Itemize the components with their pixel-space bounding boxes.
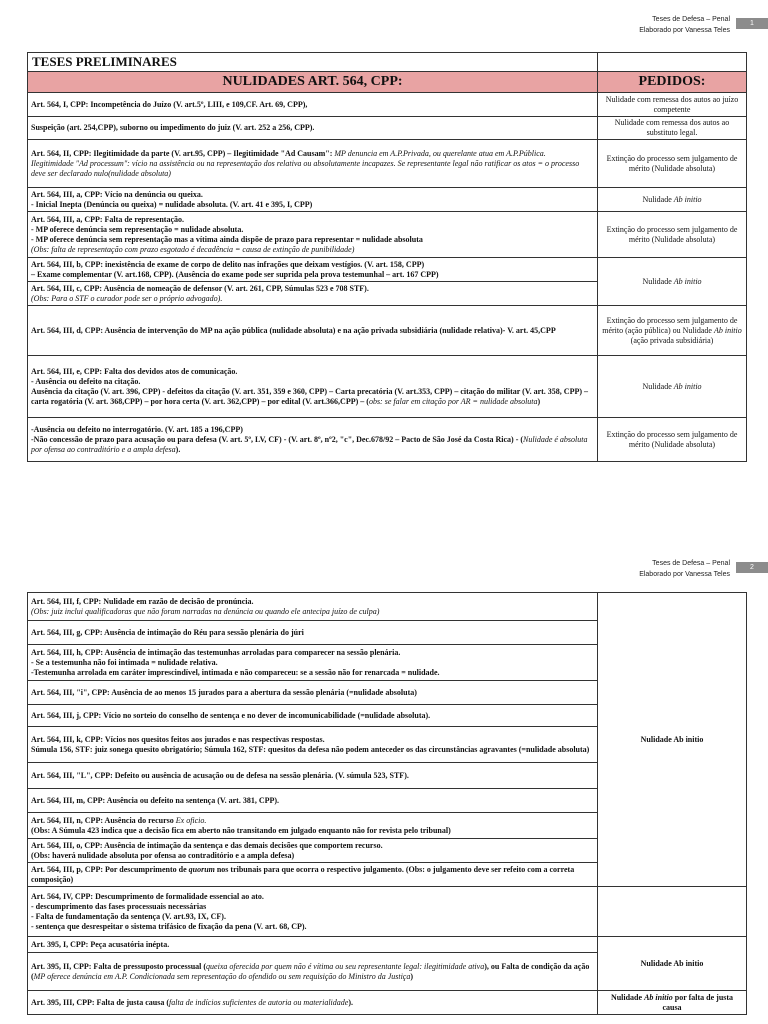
thesis-text: Art. 564, III, p, CPP: Por descumprimento de: [31, 864, 187, 874]
thesis-cell: [28, 593, 598, 621]
thesis-cell: [28, 282, 598, 306]
pedido-text-end: por falta de justa causa: [662, 992, 734, 1012]
page-number-badge: 1: [736, 18, 768, 29]
table-row: [28, 212, 747, 258]
table-row: [28, 593, 747, 621]
table-row: [28, 937, 747, 953]
thesis-italic: falta de indícios suficientes de autoria ou materialidade: [169, 997, 349, 1007]
header-text: [639, 14, 730, 36]
thesis-text: Art. 564, IV, CPP: Descumprimento de formalidade essencial ao ato.: [31, 891, 264, 901]
theses-table-page1: [27, 52, 747, 462]
thesis-detail: Ilegitimidade "Ad processum": vício na assistência ou na representação dos relativa ou absolutamente incapazes. Se representante legal não ratificar os atos = o processo deve ser declarado nulo(nulidade absoluta): [31, 158, 580, 178]
thesis-italic: queixa oferecida por quem não é vítima ou seu representante legal: ilegitimidade ativa: [206, 961, 485, 971]
thesis-detail: -Testemunha arrolada em caráter imprescindível, intimada e não compareceu: se a sessão não for renarcada = nulidade.: [31, 667, 440, 677]
pedido-italic: Ab initio: [673, 276, 702, 286]
thesis-detail: - descumprimento das fases processuais necessárias: [31, 901, 207, 911]
thesis-text: Art. 564, I, CPP: Incompetência do Juízo (V. art.5º, LIII, e 109,CF. Art. 69, CPP),: [31, 99, 308, 109]
thesis-text: Art. 564, III, h, CPP: Ausência de intimação das testemunhas arroladas para comparecer na sessão plenária.: [31, 647, 401, 657]
pedido-cell: Nulidade Ab initio: [598, 258, 747, 306]
thesis-cell: [28, 212, 598, 258]
table-row: [28, 418, 747, 462]
thesis-note: obs: se falar em citação por AR = nulidade absoluta: [368, 396, 538, 406]
title-empty-cell: [598, 53, 747, 72]
thesis-cell: [28, 763, 598, 789]
table-row: [28, 140, 747, 188]
pedido-cell: Extinção do processo sem julgamento de mérito (ação pública) ou Nulidade Ab initio (ação privada subsidiária): [598, 306, 747, 356]
thesis-text: Art. 564, III, b, CPP: inexistência de exame de corpo de delito nas infrações que deixam vestígios. (V. art. 158, CPP): [31, 259, 425, 269]
thesis-note: (Obs: juiz inclui qualificadoras que não foram narradas na denúncia ou quando ele antecipa juízo de culpa): [31, 606, 380, 616]
thesis-text: Art. 564, III, "L", CPP: Defeito ou ausência de acusação ou de defesa na sessão plenária. (V. súmula 523, STF).: [31, 770, 409, 780]
thesis-text: Art. 564, III, c, CPP: Ausência de nomeação de defensor (V. art. 261, CPP, Súmulas 523 e 708 STF).: [31, 283, 369, 293]
thesis-cell: [28, 937, 598, 953]
table-row: [28, 887, 747, 937]
thesis-detail-end: ): [537, 396, 541, 406]
thesis-cell: [28, 306, 598, 356]
thesis-text: Art. 564, III, "i", CPP: Ausência de ao menos 15 jurados para a abertura da sessão plenária (=nulidade absoluta): [31, 687, 417, 697]
pedido-italic: Ab initio: [644, 992, 673, 1002]
thesis-italic: MP denuncia em A.P.Privada, ou querelante atua em A.P.Pública.: [332, 148, 546, 158]
table-row: [28, 356, 747, 418]
thesis-text: Art. 395, III, CPP: Falta de justa causa (: [31, 997, 169, 1007]
thesis-text: Art. 395, II, CPP: Falta de pressuposto processual (: [31, 961, 207, 971]
thesis-text: Art. 564, III, d, CPP: Ausência de intervenção do MP na ação pública (nulidade absoluta) e na ação privada subsidiária (nulidade relativa)- V. art. 45,CPP: [31, 325, 556, 335]
thesis-cell: [28, 839, 598, 863]
pedido-italic: Ab initio: [673, 381, 702, 391]
thesis-cell: [28, 188, 598, 212]
thesis-text: Suspeição (art. 254,CPP), suborno ou impedimento do juiz (V. art. 252 a 256, CPP).: [31, 123, 315, 132]
pedido-cell: Nulidade com remessa dos autos ao juízo competente: [598, 93, 747, 117]
thesis-text-end: ).: [348, 997, 353, 1007]
thesis-text: -Ausência ou defeito no interrogatório. (V. art. 185 a 196,CPP): [31, 424, 243, 434]
thesis-detail: (Obs: A Súmula 423 indica que a decisão fica em aberto não transitando em julgado enquanto não for revista pelo tribunal): [31, 825, 451, 835]
thesis-text: Art. 564, III, n, CPP: Ausência do recurso: [31, 815, 174, 825]
thesis-detail: Súmula 156, STF: juiz sonega quesito obrigatório; Súmula 162, STF: quesitos da defesa não podem anteceder os das circunstâncias agravantes (=nulidade absoluta): [31, 744, 590, 754]
thesis-detail: – Exame complementar (V. art.168, CPP). (Ausência do exame pode ser suprida pela prova testemunhal – art. 167 CPP): [31, 269, 439, 279]
thesis-cell: [28, 863, 598, 887]
header-title: Teses de Defesa – Penal: [652, 560, 730, 567]
thesis-note: Nulidade é absoluta por ofensa ao contraditório e a ampla defesa: [31, 434, 588, 454]
pedido-cell: Extinção do processo sem julgamento de mérito (Nulidade absoluta): [598, 418, 747, 462]
pedido-cell: Nulidade com remessa dos autos ao substituto legal.: [598, 117, 747, 140]
thesis-cell: [28, 705, 598, 727]
thesis-note: (Obs: falta de representação com prazo esgotado é decadência = causa de extinção de punibilidade): [31, 244, 355, 254]
table-row: [28, 258, 747, 282]
thesis-cell: [28, 991, 598, 1015]
thesis-detail-end: ).: [175, 444, 181, 454]
thesis-text: Art. 564, III, m, CPP: Ausência ou defeito na sentença (V. art. 381, CPP).: [31, 795, 280, 805]
thesis-cell: [28, 887, 598, 937]
thesis-note: (Obs: Para o STF o curador pode ser o próprio advogado).: [31, 293, 223, 303]
header-title: Teses de Defesa – Penal: [652, 16, 730, 23]
thesis-detail: - MP oferece denúncia sem representação mas a vítima ainda dispõe de prazo para representar = nulidade absoluta: [31, 234, 423, 244]
pedido-cell: Nulidade Ab initio: [598, 188, 747, 212]
table-row: [28, 991, 747, 1015]
thesis-detail: - Ausência ou defeito na citação.: [31, 376, 141, 386]
page-header-2: [548, 558, 768, 582]
header-text: [639, 558, 730, 580]
thesis-text-end: ), ou Falta de condição da ação (: [31, 961, 590, 981]
thesis-text: Art. 564, III, a, CPP: Vício na denúncia ou queixa.: [31, 189, 203, 199]
page-header-1: [548, 14, 768, 38]
thesis-text: Art. 564, III, j, CPP: Vício no sorteio do conselho de sentença e no dever de incomunicabilidade (=nulidade absoluta).: [31, 710, 431, 720]
pedido-empty-cell: [598, 887, 747, 937]
pedido-cell: Extinção do processo sem julgamento de mérito (Nulidade absoluta): [598, 140, 747, 188]
table-row: [28, 93, 747, 117]
thesis-detail: -Não concessão de prazo para acusação ou para defesa (V. art. 5º, LV, CF) - (V. art. 8º, nº2, "c", Dec.678/92 – Pacto de São José da Costa Rica) - (: [31, 434, 524, 444]
table-row: [28, 117, 747, 140]
thesis-italic: quorum: [186, 864, 215, 874]
thesis-detail: - Inicial Inepta (Denúncia ou queixa) = nulidade absoluta. (V. art. 41 e 395, I, CPP): [31, 199, 313, 209]
thesis-text: Art. 564, III, f, CPP: Nulidade em razão de decisão de pronúncia.: [31, 596, 254, 606]
pedido-cell: Nulidade Ab initio: [598, 937, 747, 991]
thesis-cell: [28, 93, 598, 117]
thesis-text: Art. 564, III, a, CPP: Falta de representação.: [31, 214, 185, 224]
thesis-text: Art. 395, I, CPP: Peça acusatória inépta.: [31, 939, 170, 949]
section-header: NULIDADES ART. 564, CPP:: [28, 72, 598, 93]
thesis-detail: - sentença que desrespeitar o sistema trifásico de fixação da pena (V. art. 68, CP).: [31, 921, 307, 931]
thesis-cell: [28, 258, 598, 282]
pedidos-header: PEDIDOS:: [598, 72, 747, 93]
pedido-cell: Extinção do processo sem julgamento de mérito (Nulidade absoluta): [598, 212, 747, 258]
pedido-cell: [598, 991, 747, 1015]
pedido-italic: Ab initio: [713, 325, 742, 335]
thesis-cell: [28, 418, 598, 462]
pedido-italic: Ab initio: [673, 194, 702, 204]
pedido-cell: Nulidade Ab initio: [598, 593, 747, 887]
thesis-cell: [28, 621, 598, 645]
pedido-text: Nulidade: [610, 992, 645, 1002]
thesis-text-end: ): [410, 971, 414, 981]
thesis-cell: [28, 953, 598, 991]
thesis-detail: - Se a testemunha não foi intimada = nulidade relativa.: [31, 657, 218, 667]
header-author: Elaborado por Vanessa Teles: [639, 27, 730, 34]
thesis-cell: [28, 140, 598, 188]
table-title: TESES PRELIMINARES: [28, 53, 598, 72]
thesis-text: Art. 564, III, k, CPP: Vícios nos quesitos feitos aos jurados e nas respectivas respostas.: [31, 734, 325, 744]
header-author: Elaborado por Vanessa Teles: [639, 571, 730, 578]
table-row: [28, 306, 747, 356]
thesis-text: Art. 564, III, g, CPP: Ausência de intimação do Réu para sessão plenária do júri: [31, 627, 304, 637]
thesis-italic: Ex oficio.: [173, 815, 207, 825]
thesis-cell: [28, 356, 598, 418]
page-number-badge: 2: [736, 562, 768, 573]
thesis-detail: Ausência da citação (V. art. 396, CPP) - defeitos da citação (V. art. 351, 359 e 360, CPP) – Carta precatória (V. art.353, CPP) – citação do militar (V. art. 358, CPP) – carta rogatória (V. art. 368,CPP) – por hora certa (V. art. 362,CPP) – por edital (V. art.366,CPP) – (: [31, 386, 589, 406]
pedido-cell: Nulidade Ab initio: [598, 356, 747, 418]
thesis-cell: [28, 789, 598, 813]
thesis-cell: [28, 681, 598, 705]
thesis-detail: - MP oferece denúncia sem representação = nulidade absoluta.: [31, 224, 244, 234]
thesis-text: Art. 564, II, CPP: Ilegitimidade da parte (V. art.95, CPP) – Ilegitimidade "Ad Causam":: [31, 148, 333, 158]
thesis-text: Art. 564, III, e, CPP: Falta dos devidos atos de comunicação.: [31, 366, 238, 376]
thesis-cell: [28, 813, 598, 839]
thesis-cell: [28, 727, 598, 763]
thesis-detail: (Obs: haverá nulidade absoluta por ofensa ao contraditório e a ampla defesa): [31, 850, 295, 860]
theses-table-page2: [27, 592, 747, 1015]
thesis-cell: [28, 645, 598, 681]
thesis-text: Art. 564, III, o, CPP: Ausência de intimação da sentença e das demais decisões que comportem recurso.: [31, 840, 383, 850]
thesis-cell: [28, 117, 598, 140]
thesis-text-end: nos tribunais para que ocorra o respectivo julgamento. (Obs: o julgamento deve ser refeito com a correta composição): [31, 864, 575, 884]
table-row: [28, 188, 747, 212]
thesis-italic: MP oferece denúncia em A.P. Condicionada sem representação do ofendido ou sem requisição do Ministro da Justiça: [33, 971, 411, 981]
thesis-detail: - Falta de fundamentação da sentença (V. art.93, IX, CF).: [31, 911, 226, 921]
